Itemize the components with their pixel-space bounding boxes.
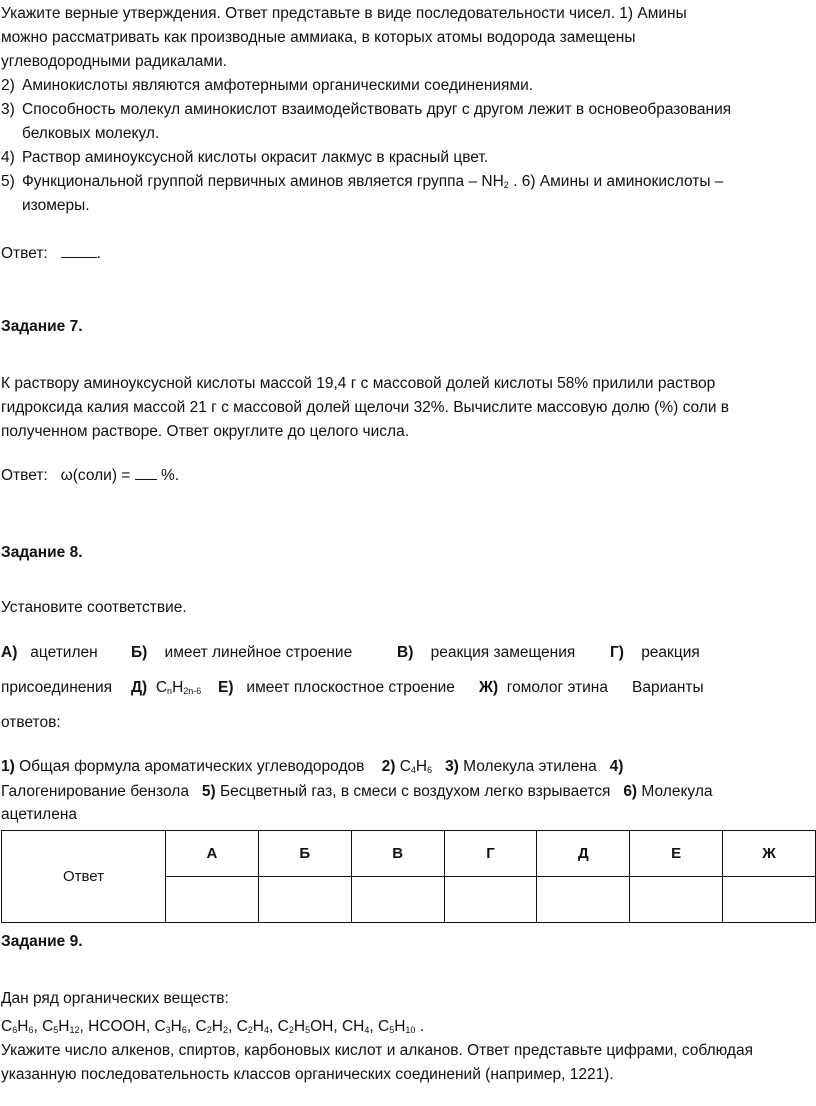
q6-item-number: 2)	[1, 77, 15, 94]
chemical-formula: $C_2H_5OH$	[277, 1018, 334, 1035]
q8-option-a: А) ацетилен	[1, 644, 98, 661]
answer-cell[interactable]	[723, 877, 816, 923]
answer-cell[interactable]	[630, 877, 723, 923]
q8-option-e: Е) имеет плоскостное строение	[218, 679, 455, 696]
chemical-formula: $C_2H_4$	[236, 1018, 270, 1035]
q8-variants-label: Варианты	[632, 679, 704, 696]
q7-line: гидроксида калия массой 21 г с массовой долей щелочи 32%. Вычислите массовую долю (%) соли в	[1, 399, 730, 416]
chemical-formula: $C_3H_6$	[154, 1018, 187, 1035]
q6-item-text: Функциональной группой первичных аминов является группа – $NH_2$ . 6) Амины и аминокислоты –	[22, 173, 724, 190]
answer-cell[interactable]	[166, 877, 259, 923]
q7-line: К раствору аминоуксусной кислоты массой 19,4 г с массовой долей кислоты 58% прилили раствор	[1, 375, 716, 392]
q8-row2-continuation: присоединения	[1, 679, 112, 696]
q6-intro: Укажите верные утверждения. Ответ представьте в виде последовательности чисел. 1) Амины	[1, 5, 687, 22]
q9-intro: Дан ряд органических веществ:	[1, 990, 229, 1007]
answer-cell[interactable]	[258, 877, 351, 923]
q6-item-number: 4)	[1, 149, 15, 166]
formula-list: $C_6H_6$, $C_5H_{12}$, HCOOH, $C_3H_6$, $C_2H_2$, $C_2H_4$, $C_2H_5OH$, $CH_4$, $C_5H_{10}$	[1, 1018, 416, 1035]
answer-blank[interactable]	[135, 465, 157, 480]
q9-question-line: Укажите число алкенов, спиртов, карбоновых кислот и алканов. Ответ представьте цифрами, соблюдая	[1, 1042, 753, 1059]
table-header-cell: Е	[630, 831, 723, 877]
chemical-formula: $C_5H_{12}$	[42, 1018, 80, 1035]
answer-cell[interactable]	[537, 877, 630, 923]
q8-answer-options: 1) Общая формула ароматических углеводородов 2) $C_4H_6$ 3) Молекула этилена 4)	[1, 758, 624, 775]
q8-variants-label-cont: ответов:	[1, 714, 61, 731]
table-header-cell: Д	[537, 831, 630, 877]
q8-option-zh: Ж) гомолог этина	[479, 679, 608, 696]
chemical-formula: $C_6H_6$	[1, 1018, 34, 1035]
q8-title: Задание 8.	[1, 544, 83, 561]
q8-option-v: В) реакция замещения	[397, 644, 576, 661]
chemical-formula: HCOOH	[88, 1018, 146, 1035]
chemical-formula: $C_5H_{10}$	[377, 1018, 416, 1035]
q9-formulas: $C_6H_6$, $C_5H_{12}$, HCOOH, $C_3H_6$, $C_2H_2$, $C_2H_4$, $C_2H_5OH$, $CH_4$, $C_5H_{10}$ .	[1, 1018, 425, 1035]
q6-item-text: Раствор аминоуксусной кислоты окрасит лакмус в красный цвет.	[22, 149, 489, 166]
table-header-cell: Ж	[723, 831, 816, 877]
answer-cell[interactable]	[351, 877, 444, 923]
q6-line2: можно рассматривать как производные аммиака, в которых атомы водорода замещены	[1, 29, 636, 46]
q6-item-text: изомеры.	[22, 197, 90, 214]
chemical-formula: $C_2H_2$	[195, 1018, 228, 1035]
q8-option-d: Д) $C_nH_{2n-6}$	[131, 679, 202, 696]
table-header-cell: В	[351, 831, 444, 877]
q8-option-b: Б) имеет линейное строение	[131, 644, 353, 661]
q8-instruction: Установите соответствие.	[1, 599, 187, 616]
table-header-cell: Г	[444, 831, 537, 877]
q7-answer: Ответ: ω(соли) = %.	[1, 467, 180, 484]
q6-item-text: Аминокислоты являются амфотерными органическими соединениями.	[22, 77, 534, 94]
q9-question-line: указанную последовательность классов органических соединений (например, 1221).	[1, 1066, 614, 1083]
q8-answer-options-cont: Галогенирование бензола 5) Бесцветный газ, в смеси с воздухом легко взрывается 6) Молекула	[1, 783, 713, 800]
table-row	[2, 831, 816, 877]
q7-line: полученном растворе. Ответ округлите до целого числа.	[1, 423, 409, 440]
q6-item-number: 3)	[1, 101, 15, 118]
table-header-cell: А	[166, 831, 259, 877]
q8-option-g: Г) реакция	[610, 644, 700, 661]
answer-cell[interactable]	[444, 877, 537, 923]
table-header-cell: Б	[258, 831, 351, 877]
q9-title: Задание 9.	[1, 933, 83, 950]
answer-table	[1, 830, 816, 923]
answer-row-label: Ответ	[2, 831, 166, 923]
answer-blank[interactable]	[61, 243, 97, 258]
q6-answer: Ответ: .	[1, 245, 101, 262]
q6-item-text: Способность молекул аминокислот взаимодействовать друг с другом лежит в основеобразования	[22, 101, 732, 118]
q8-answer-options-cont: ацетилена	[1, 806, 78, 823]
chemical-formula: $CH_4$	[341, 1018, 370, 1035]
q6-line3: углеводородными радикалами.	[1, 53, 227, 70]
q6-item-text: белковых молекул.	[22, 125, 160, 142]
q7-title: Задание 7.	[1, 318, 83, 335]
q6-item-number: 5)	[1, 173, 15, 190]
